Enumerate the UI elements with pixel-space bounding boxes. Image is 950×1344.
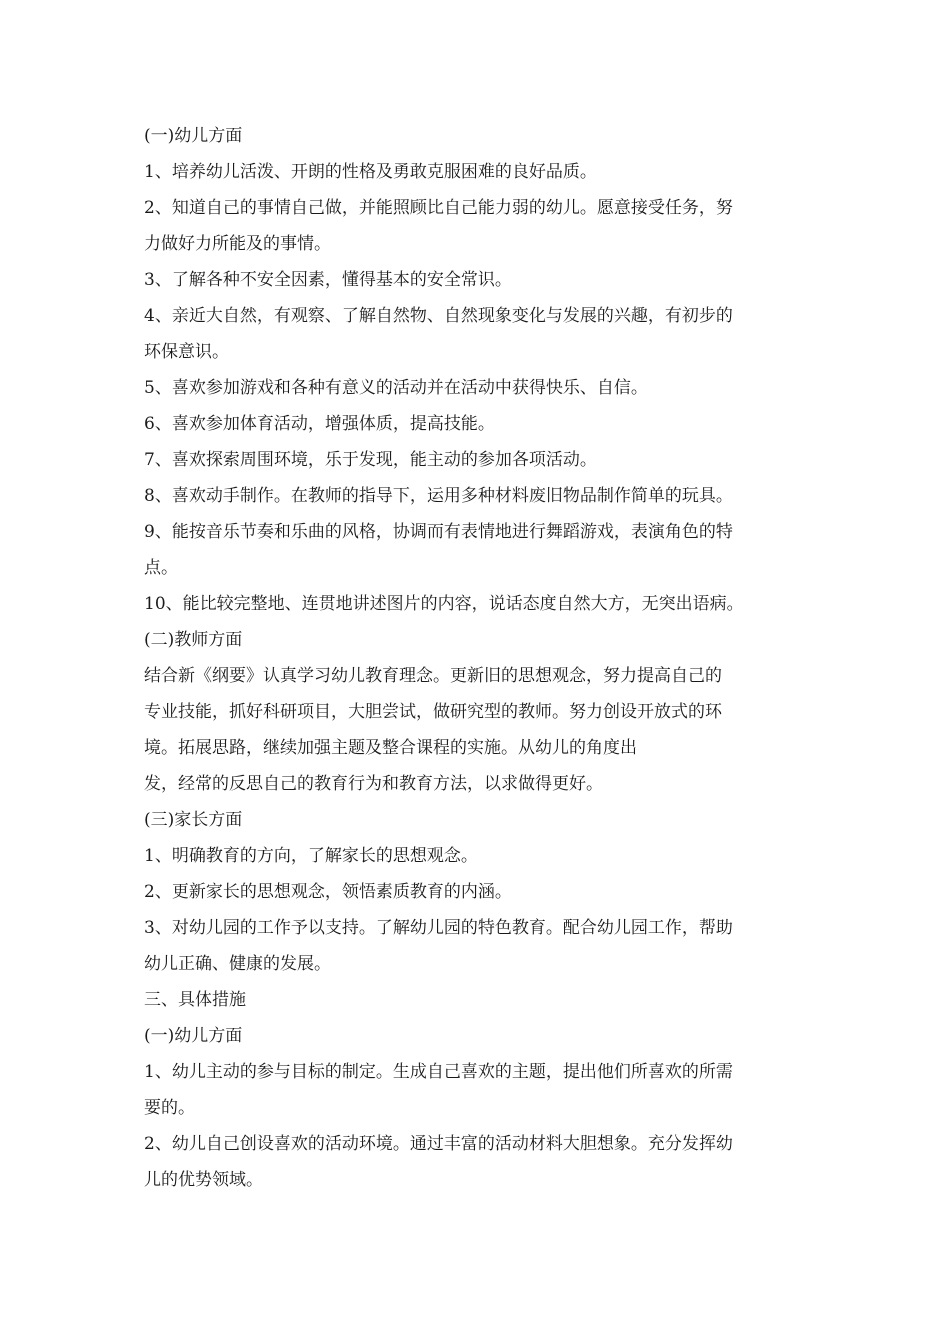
- text-line: 1、明确教育的方向，了解家长的思想观念。: [144, 846, 478, 866]
- subsection-heading-children: (一)幼儿方面: [144, 1026, 243, 1046]
- text-line: 境。拓展思路，继续加强主题及整合课程的实施。从幼儿的角度出: [144, 738, 637, 758]
- text-line: 要的。: [144, 1098, 195, 1118]
- text-line: 结合新《纲要》认真学习幼儿教育理念。更新旧的思想观念，努力提高自己的: [144, 666, 722, 686]
- text-line: 8、喜欢动手制作。在教师的指导下，运用多种材料废旧物品制作简单的玩具。: [144, 486, 733, 506]
- section-heading-measures: 三、具体措施: [144, 990, 246, 1010]
- text-line: 6、喜欢参加体育活动，增强体质，提高技能。: [144, 414, 495, 434]
- text-line: 2、知道自己的事情自己做，并能照顾比自己能力弱的幼儿。愿意接受任务，努: [144, 198, 733, 218]
- text-line: 10、能比较完整地、连贯地讲述图片的内容，说话态度自然大方，无突出语病。: [144, 594, 744, 614]
- text-line: 发，经常的反思自己的教育行为和教育方法，以求做得更好。: [144, 774, 603, 794]
- text-line: 5、喜欢参加游戏和各种有意义的活动并在活动中获得快乐、自信。: [144, 378, 648, 398]
- text-line: 力做好力所能及的事情。: [144, 234, 331, 254]
- text-line: 2、幼儿自己创设喜欢的活动环境。通过丰富的活动材料大胆想象。充分发挥幼: [144, 1134, 733, 1154]
- document-body: [144, 118, 814, 1198]
- section-heading-teachers: (二)教师方面: [144, 630, 243, 650]
- text-line: 2、更新家长的思想观念，领悟素质教育的内涵。: [144, 882, 512, 902]
- text-line: 幼儿正确、健康的发展。: [144, 954, 331, 974]
- section-heading-children: (一)幼儿方面: [144, 126, 243, 146]
- text-line: 环保意识。: [144, 342, 229, 362]
- text-line: 7、喜欢探索周围环境，乐于发现，能主动的参加各项活动。: [144, 450, 597, 470]
- text-line: 1、幼儿主动的参与目标的制定。生成自己喜欢的主题，提出他们所喜欢的所需: [144, 1062, 733, 1082]
- text-line: 9、能按音乐节奏和乐曲的风格，协调而有表情地进行舞蹈游戏，表演角色的特: [144, 522, 733, 542]
- text-line: 儿的优势领域。: [144, 1170, 263, 1190]
- text-line: 3、对幼儿园的工作予以支持。了解幼儿园的特色教育。配合幼儿园工作，帮助: [144, 918, 733, 938]
- text-line: 专业技能，抓好科研项目，大胆尝试，做研究型的教师。努力创设开放式的环: [144, 702, 722, 722]
- text-line: 1、培养幼儿活泼、开朗的性格及勇敢克服困难的良好品质。: [144, 162, 597, 182]
- text-line: 4、亲近大自然，有观察、了解自然物、自然现象变化与发展的兴趣，有初步的: [144, 306, 733, 326]
- text-line: 点。: [144, 558, 178, 578]
- text-line: 3、了解各种不安全因素，懂得基本的安全常识。: [144, 270, 512, 290]
- section-heading-parents: (三)家长方面: [144, 810, 243, 830]
